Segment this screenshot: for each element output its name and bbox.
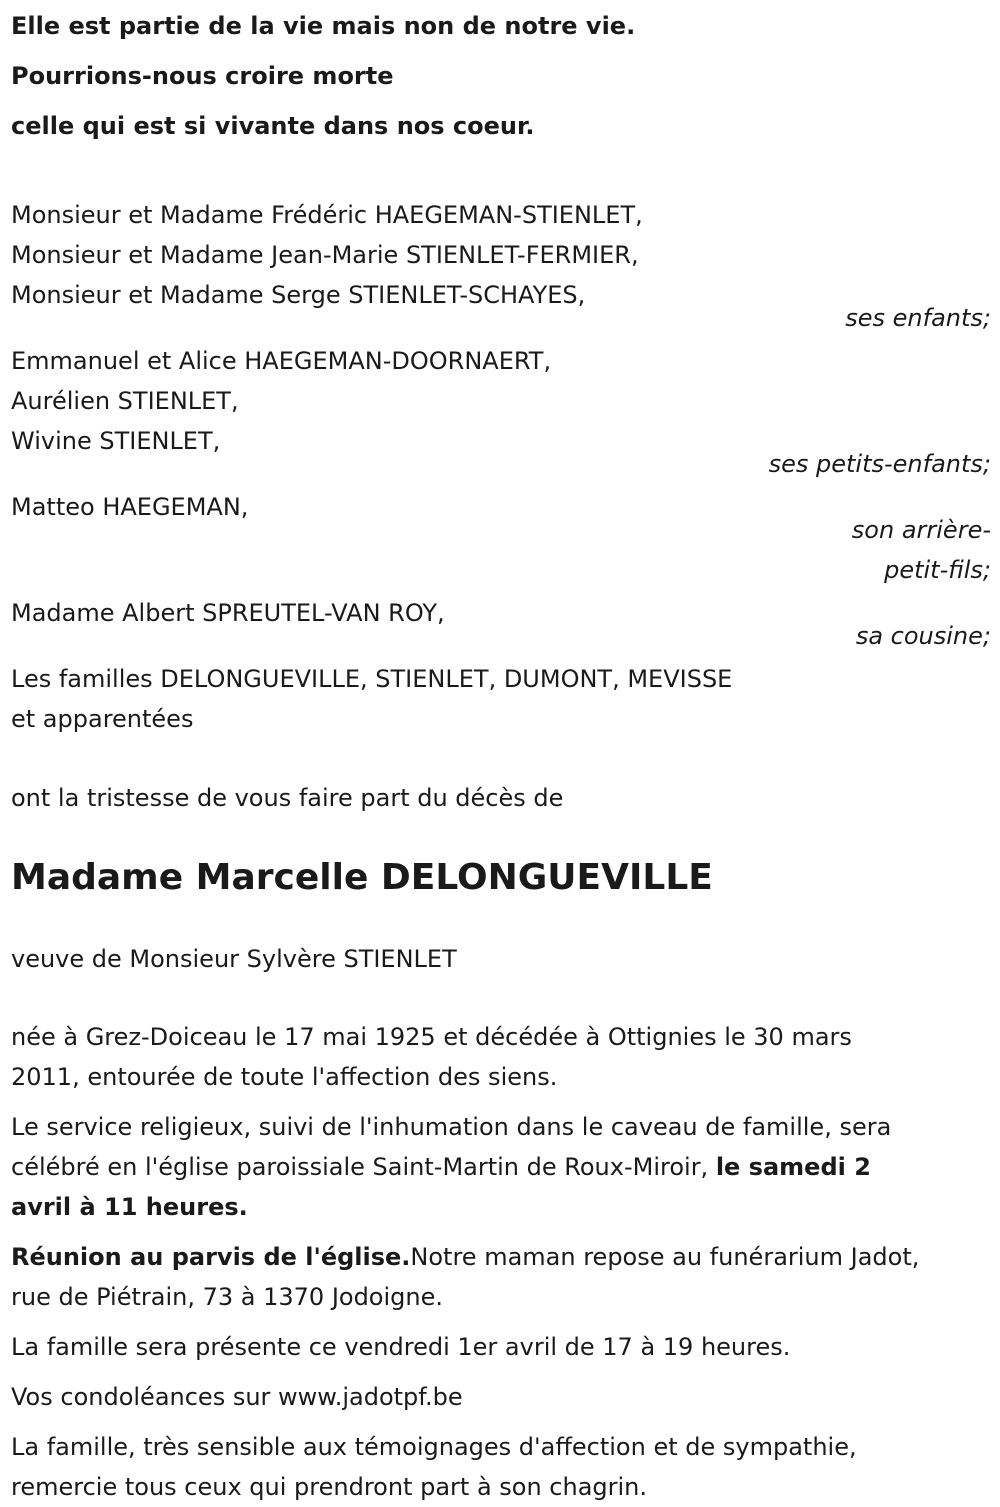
family-group-cousin	[11, 593, 991, 656]
meeting-line	[11, 1237, 991, 1277]
meeting-place: Réunion au parvis de l'église.	[11, 1243, 411, 1271]
family-member: Monsieur et Madame Jean-Marie STIENLET-FERMIER,	[11, 241, 639, 269]
families-line: et apparentées	[11, 705, 194, 733]
widow-of: veuve de Monsieur Sylvère STIENLET	[11, 945, 457, 973]
relationship-label: sa cousine;	[855, 622, 991, 650]
verse-line: Pourrions-nous croire morte	[11, 62, 394, 90]
service-line	[11, 1147, 991, 1187]
deceased-name: Madame Marcelle DELONGUEVILLE	[11, 857, 713, 898]
family-member: Monsieur et Madame Serge STIENLET-SCHAYES,	[11, 281, 586, 309]
birth-death	[11, 1017, 991, 1097]
relationship-label: ses petits-enfants;	[768, 450, 991, 478]
relationship-label: petit-fils;	[884, 556, 991, 584]
verse-line: celle qui est si vivante dans nos coeur.	[11, 112, 535, 140]
condolences-link: Vos condoléances sur www.jadotpf.be	[11, 1383, 463, 1411]
family-group-grandchildren	[11, 341, 991, 484]
thanks-line: remercie tous ceux qui prendront part à son chagrin.	[11, 1473, 648, 1501]
service-text: célébré en l'église paroissiale Saint-Martin de Roux-Miroir,	[11, 1153, 716, 1181]
service-info	[11, 1107, 991, 1227]
family-member: Emmanuel et Alice HAEGEMAN-DOORNAERT,	[11, 347, 552, 375]
thanks	[11, 1427, 991, 1507]
meeting-text: Notre maman repose au funérarium Jadot,	[410, 1243, 920, 1271]
family-member: Wivine STIENLET,	[11, 427, 221, 455]
family-group-children	[11, 195, 991, 338]
service-time: avril à 11 heures.	[11, 1193, 248, 1221]
announcement: ont la tristesse de vous faire part du décès de	[11, 784, 564, 812]
birth-death-line: née à Grez-Doiceau le 17 mai 1925 et décédée à Ottignies le 30 mars	[11, 1023, 852, 1051]
extended-families	[11, 659, 991, 739]
family-member: Madame Albert SPREUTEL-VAN ROY,	[11, 599, 445, 627]
birth-death-line: 2011, entourée de toute l'affection des siens.	[11, 1063, 558, 1091]
obituary-notice	[11, 0, 991, 1507]
family-member: Matteo HAEGEMAN,	[11, 493, 249, 521]
families-line: Les familles DELONGUEVILLE, STIENLET, DUMONT, MEVISSE	[11, 665, 733, 693]
family-member: Monsieur et Madame Frédéric HAEGEMAN-STIENLET,	[11, 201, 643, 229]
service-line: Le service religieux, suivi de l'inhumation dans le caveau de famille, sera	[11, 1113, 892, 1141]
meeting-info	[11, 1237, 991, 1317]
service-date: le samedi 2	[715, 1153, 871, 1181]
relationship-label: son arrière-	[851, 516, 991, 544]
verse-line: Elle est partie de la vie mais non de notre vie.	[11, 12, 636, 40]
family-presence: La famille sera présente ce vendredi 1er avril de 17 à 19 heures.	[11, 1333, 791, 1361]
family-group-great-grandson	[11, 487, 991, 590]
family-member: Aurélien STIENLET,	[11, 387, 239, 415]
relationship-label: ses enfants;	[845, 304, 991, 332]
verse	[11, 0, 991, 151]
thanks-line: La famille, très sensible aux témoignages d'affection et de sympathie,	[11, 1433, 857, 1461]
funeral-home-address: rue de Piétrain, 73 à 1370 Jodoigne.	[11, 1283, 443, 1311]
